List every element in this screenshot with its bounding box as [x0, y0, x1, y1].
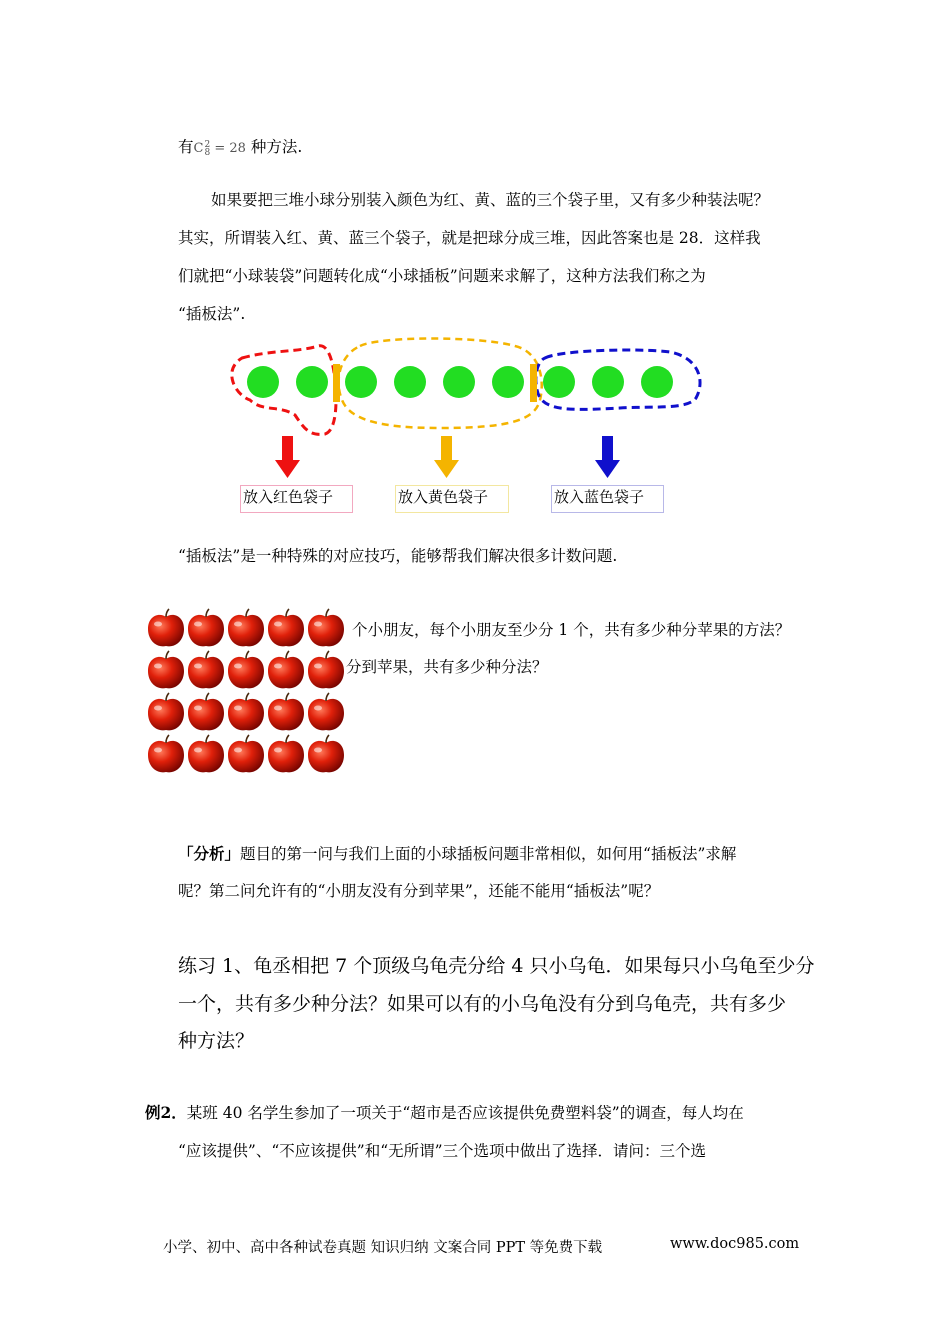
red-bag-label: 放入红色袋子: [240, 485, 353, 513]
footer-url[interactable]: www.doc985.com: [670, 1236, 800, 1252]
practice-line-3: 种方法？: [178, 1030, 255, 1052]
apple-icon: [265, 650, 307, 692]
apple-icon: [185, 650, 227, 692]
analysis-tag: 「分析」: [178, 844, 241, 863]
apple-icon: [225, 650, 267, 692]
green-ball: [543, 366, 575, 398]
apple-icon: [185, 608, 227, 650]
apple-icon: [145, 692, 187, 734]
apple-icon: [265, 608, 307, 650]
apple-icon: [145, 650, 187, 692]
paragraph-2: “插板法”是一种特殊的对应技巧，能够帮我们解决很多计数问题.: [178, 547, 618, 565]
apple-icon: [145, 608, 187, 650]
example-line-1: 个小朋友，每个小朋友至少分 1 个，共有多少种分苹果的方法？: [352, 621, 791, 639]
apple-icon: [305, 650, 347, 692]
apple-icon: [225, 692, 267, 734]
practice-line-2: 一个，共有多少种分法？如果可以有的小乌龟没有分到乌龟壳，共有多少: [178, 993, 787, 1015]
combination-formula: C 2 8 = 28: [193, 139, 246, 158]
example-2-line-2: “应该提供”、“不应该提供”和“无所谓”三个选项中做出了选择．请问：三个选: [178, 1142, 707, 1160]
paragraph-1-line-4: “插板法”.: [178, 305, 246, 323]
example-2-label: 例2．: [145, 1103, 187, 1122]
apple-icon: [225, 608, 267, 650]
apple-icon: [265, 734, 307, 776]
analysis-line-2: 呢？第二问允许有的“小朋友没有分到苹果”，还能不能用“插板法”呢？: [178, 882, 660, 900]
paragraph-1-line-3: 们就把“小球装袋”问题转化成“小球插板”问题来求解了，这种方法我们称之为: [178, 267, 706, 285]
analysis-line-1: [178, 844, 736, 864]
apple-icon: [305, 608, 347, 650]
practice-line-1: 练习 1、龟丞相把 7 个顶级乌龟壳分给 4 只小乌龟．如果每只小乌龟至少分: [178, 955, 815, 977]
paragraph-1-line-1: 如果要把三堆小球分别装入颜色为红、黄、蓝的三个袋子里，又有多少种装法呢？: [211, 191, 770, 209]
green-ball: [247, 366, 279, 398]
analysis-text-1: 题目的第一问与我们上面的小球插板问题非常相似，如何用“插板法”求解: [240, 845, 737, 863]
formula-prefix: 有: [178, 138, 194, 156]
apple-icon: [305, 734, 347, 776]
footer-text: 小学、初中、高中各种试卷真题 知识归纳 文案合同 PPT 等免费下载: [163, 1240, 603, 1256]
blue-arrow-icon: [595, 436, 620, 478]
green-ball: [296, 366, 328, 398]
formula-line: [178, 137, 302, 159]
green-ball: [492, 366, 524, 398]
red-arrow-icon: [275, 436, 300, 478]
balls-group: [247, 366, 673, 398]
apple-icon: [265, 692, 307, 734]
example-2-text-1: 某班 40 名学生参加了一项关于“超市是否应该提供免费塑料袋”的调查，每人均在: [186, 1104, 744, 1122]
green-ball: [641, 366, 673, 398]
formula-suffix: 种方法.: [250, 138, 303, 156]
apple-grid: [145, 608, 349, 778]
green-ball: [592, 366, 624, 398]
example-2-line-1: [145, 1103, 744, 1123]
divider-plate-1: [333, 364, 340, 402]
yellow-arrow-icon: [434, 436, 459, 478]
divider-plate-2: [530, 364, 537, 402]
green-ball: [443, 366, 475, 398]
apple-icon: [225, 734, 267, 776]
green-ball: [345, 366, 377, 398]
blue-bag-label: 放入蓝色袋子: [551, 485, 664, 513]
green-ball: [394, 366, 426, 398]
apple-icon: [305, 692, 347, 734]
paragraph-1-line-2: 其实，所谓装入红、黄、蓝三个袋子，就是把球分成三堆，因此答案也是 28．这样我: [178, 229, 761, 247]
yellow-bag-label: 放入黄色袋子: [395, 485, 509, 513]
apple-icon: [145, 734, 187, 776]
apple-icon: [185, 692, 227, 734]
example-line-2: 分到苹果，共有多少种分法？: [346, 658, 548, 676]
apple-icon: [185, 734, 227, 776]
